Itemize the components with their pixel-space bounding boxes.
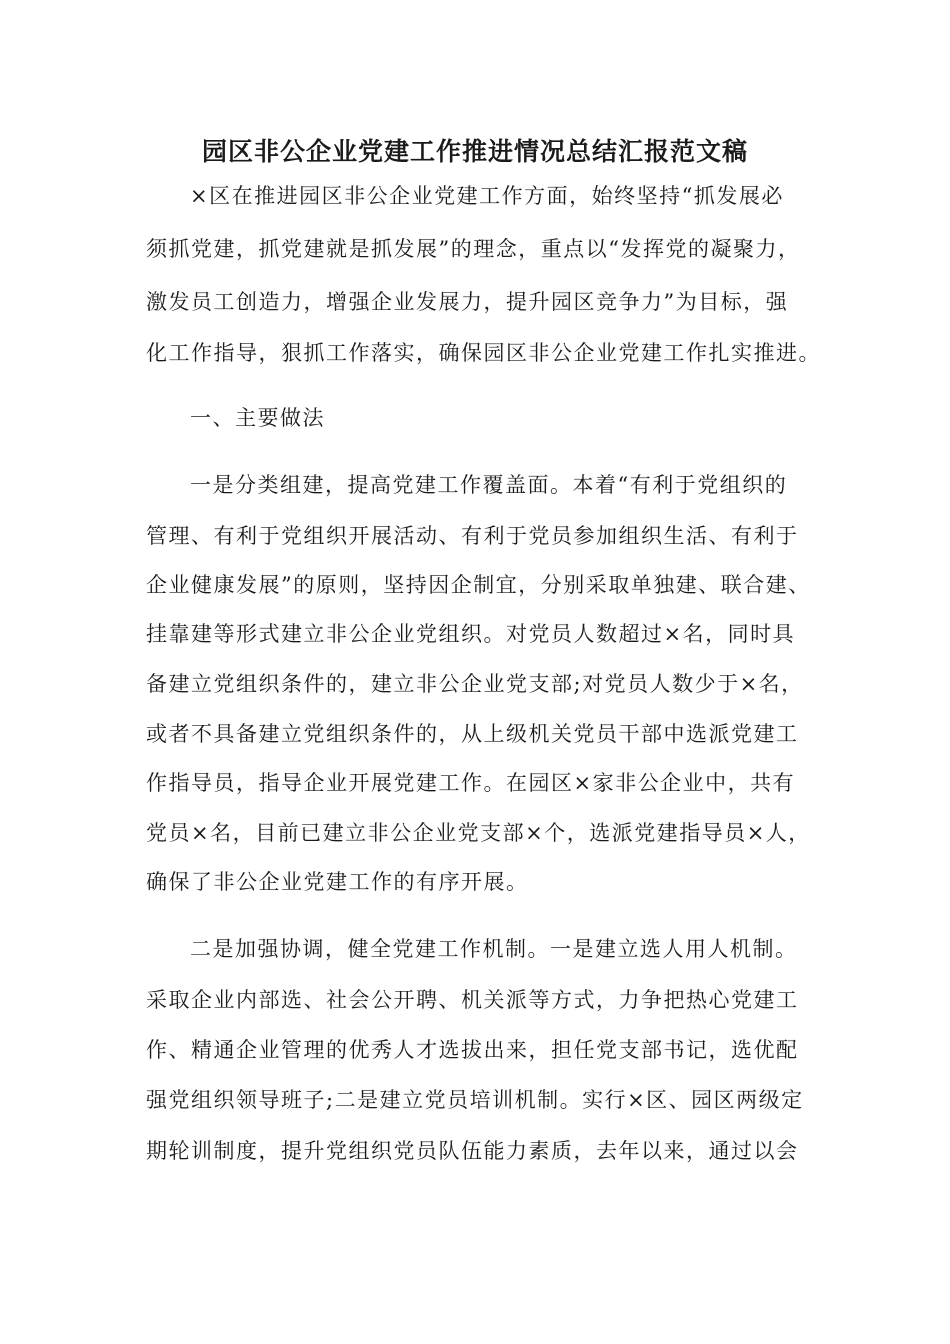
paragraph-line: 采取企业内部选、社会公开聘、机关派等方式，力争把热心党建工 [146, 988, 799, 1012]
paragraph-line: ×区在推进园区非公企业党建工作方面，始终坚持“抓发展必 [190, 184, 784, 208]
paragraph-line: 挂靠建等形式建立非公企业党组织。对党员人数超过×名，同时具 [146, 622, 796, 646]
paragraph-line: 激发员工创造力，增强企业发展力，提升园区竞争力”为目标，强 [146, 290, 789, 314]
paragraph-line: 确保了非公企业党建工作的有序开展。 [146, 870, 529, 894]
paragraph-line: 企业健康发展”的原则，坚持因企制宜，分别采取单独建、联合建、 [146, 573, 811, 597]
paragraph-line: 党员×名，目前已建立非公企业党支部×个，选派党建指导员×人， [146, 821, 811, 845]
paragraph-line: 备建立党组织条件的，建立非公企业党支部;对党员人数少于×名， [146, 672, 804, 696]
paragraph-line: 管理、有利于党组织开展活动、有利于党员参加组织生活、有利于 [146, 524, 799, 548]
section-heading: 一、主要做法 [190, 406, 325, 430]
document-title: 园区非公企业党建工作推进情况总结汇报范文稿 [201, 137, 748, 166]
paragraph-line: 须抓党建，抓党建就是抓发展”的理念，重点以“发挥党的凝聚力， [146, 237, 801, 261]
paragraph-line: 二是加强协调，健全党建工作机制。一是建立选人用人机制。 [190, 937, 798, 961]
paragraph-line: 或者不具备建立党组织条件的，从上级机关党员干部中选派党建工 [146, 722, 799, 746]
paragraph-line: 一是分类组建，提高党建工作覆盖面。本着“有利于党组织的 [190, 473, 788, 497]
paragraph-line: 期轮训制度，提升党组织党员队伍能力素质，去年以来，通过以会 [146, 1139, 799, 1163]
paragraph-line: 作、精通企业管理的优秀人才选拔出来，担任党支部书记，选优配 [146, 1038, 799, 1062]
paragraph-line: 强党组织领导班子;二是建立党员培训机制。实行×区、园区两级定 [146, 1088, 804, 1112]
paragraph-line: 化工作指导，狠抓工作落实，确保园区非公企业党建工作扎实推进。 [146, 341, 821, 365]
paragraph-line: 作指导员，指导企业开展党建工作。在园区×家非公企业中，共有 [146, 771, 796, 795]
